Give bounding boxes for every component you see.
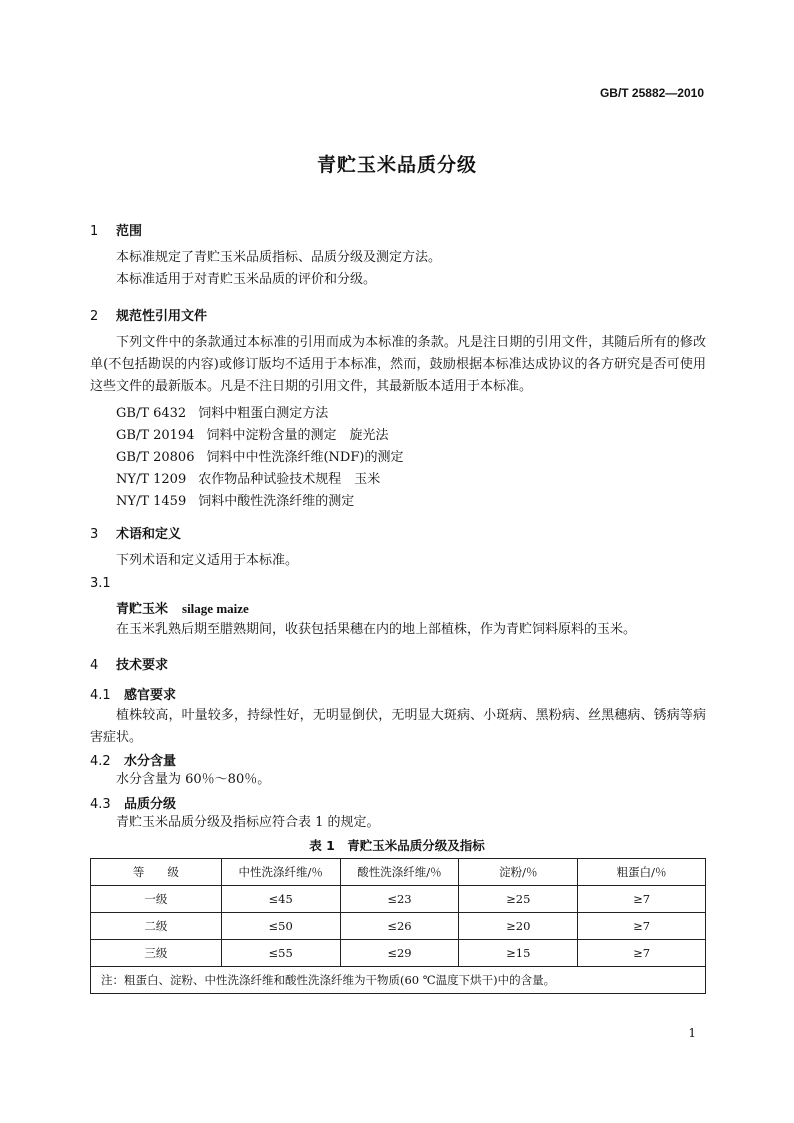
- paragraph: 本标准适用于对青贮玉米品质的评价和分级。: [116, 272, 377, 287]
- table-cell: ≤50: [221, 913, 340, 940]
- table-header-cell: 酸性洗涤纤维/％: [340, 859, 459, 886]
- section-number: 4: [90, 658, 99, 673]
- paragraph: 下列术语和定义适用于本标准。: [116, 553, 299, 568]
- reference-code: NY/T 1209: [116, 472, 187, 487]
- reference-title: 饲料中中性洗涤纤维(NDF)的测定: [206, 450, 404, 465]
- reference-item: [116, 490, 354, 509]
- table-note: 注：粗蛋白、淀粉、中性洗涤纤维和酸性洗涤纤维为干物质(60 ℃温度下烘干)中的含量。: [91, 967, 706, 994]
- table-header-cell: 淀粉/％: [459, 859, 578, 886]
- document-title: 青贮玉米品质分级: [316, 154, 477, 176]
- table-cell: 一级: [91, 886, 222, 913]
- table-cell: 三级: [91, 940, 222, 967]
- paragraph: 水分含量为 60％～80％。: [116, 772, 271, 787]
- reference-item: [116, 446, 403, 465]
- table-note-row: [91, 967, 706, 994]
- section-number: 3: [90, 527, 99, 542]
- table-row: [91, 886, 706, 913]
- table-cell: ≤45: [221, 886, 340, 913]
- page-number: 1: [688, 1026, 696, 1040]
- subsection-number: 4.3: [90, 797, 111, 812]
- section-1-heading: [90, 220, 142, 239]
- reference-code: NY/T 1459: [116, 494, 187, 509]
- table-row: [91, 940, 706, 967]
- reference-title: 饲料中酸性洗涤纤维的测定: [198, 494, 355, 509]
- reference-code: GB/T 20194: [116, 428, 195, 443]
- term-chinese: 青贮玉米: [116, 602, 169, 617]
- subsection-4-3-heading: [90, 793, 176, 812]
- table-cell: ≥7: [578, 886, 706, 913]
- table-header-cell: 中性洗涤纤维/％: [221, 859, 340, 886]
- section-3-heading: [90, 523, 181, 542]
- reference-item: [116, 402, 328, 421]
- section-2-heading: [90, 305, 207, 324]
- table-header-cell: 等 级: [91, 859, 222, 886]
- term-entry: [116, 598, 249, 617]
- section-title: 技术要求: [116, 658, 169, 673]
- subsection-4-1-heading: [90, 684, 176, 703]
- table-cell: ≤26: [340, 913, 459, 940]
- subsection-number: 4.1: [90, 688, 111, 703]
- table-cell: 二级: [91, 913, 222, 940]
- paragraph: 本标准规定了青贮玉米品质指标、品质分级及测定方法。: [116, 250, 442, 265]
- section-title: 术语和定义: [116, 527, 182, 542]
- table-row: [91, 913, 706, 940]
- section-title: 规范性引用文件: [116, 309, 208, 324]
- table-cell: ≥20: [459, 913, 578, 940]
- table-cell: ≥15: [459, 940, 578, 967]
- section-number: 2: [90, 309, 99, 324]
- table-cell: ≤55: [221, 940, 340, 967]
- term-definition: 在玉米乳熟后期至腊熟期间，收获包括果穗在内的地上部植株，作为青贮饲料原料的玉米。: [116, 622, 637, 637]
- subsection-number: 4.2: [90, 754, 111, 769]
- subsection-title: 感官要求: [124, 688, 177, 703]
- section-title: 范围: [116, 224, 143, 239]
- table-header-cell: 粗蛋白/％: [578, 859, 706, 886]
- table-cell: ≥25: [459, 886, 578, 913]
- grade-table: [90, 858, 706, 994]
- subsection-title: 品质分级: [124, 797, 177, 812]
- paragraph: 青贮玉米品质分级及指标应符合表 1 的规定。: [116, 815, 380, 830]
- subsection-number: 3.1: [90, 576, 111, 591]
- paragraph: 下列文件中的条款通过本标准的引用而成为本标准的条款。凡是注日期的引用文件，其随后所有的修改单(不包括勘误的内容)或修订版均不适用于本标准，然而，鼓励根据本标准达成协议的各方研究是否可使用这些文件的最新版本。凡是不注日期的引用文件，其最新版本适用于本标准。: [90, 335, 706, 394]
- paragraph: 植株较高，叶量较多，持绿性好，无明显倒伏，无明显大斑病、小斑病、黑粉病、丝黑穗病、锈病等病害症状。: [90, 708, 706, 745]
- section-number: 1: [90, 224, 99, 239]
- reference-item: [116, 424, 389, 443]
- standard-code: GB/T 25882—2010: [599, 86, 704, 100]
- reference-title: 饲料中粗蛋白测定方法: [198, 406, 329, 421]
- term-english: silage maize: [182, 601, 249, 616]
- table-header-row: [91, 859, 706, 886]
- reference-code: GB/T 20806: [116, 450, 195, 465]
- reference-title: 农作物品种试验技术规程 玉米: [198, 472, 381, 487]
- reference-title: 饲料中淀粉含量的测定 旋光法: [206, 428, 389, 443]
- subsection-title: 水分含量: [124, 754, 177, 769]
- table-cell: ≤23: [340, 886, 459, 913]
- reference-item: [116, 468, 380, 487]
- table-cell: ≤29: [340, 940, 459, 967]
- reference-code: GB/T 6432: [116, 406, 187, 421]
- subsection-4-2-heading: [90, 750, 176, 769]
- table-cell: ≥7: [578, 940, 706, 967]
- table-caption: 表 1 青贮玉米品质分级及指标: [309, 838, 485, 853]
- section-4-heading: [90, 654, 168, 673]
- table-cell: ≥7: [578, 913, 706, 940]
